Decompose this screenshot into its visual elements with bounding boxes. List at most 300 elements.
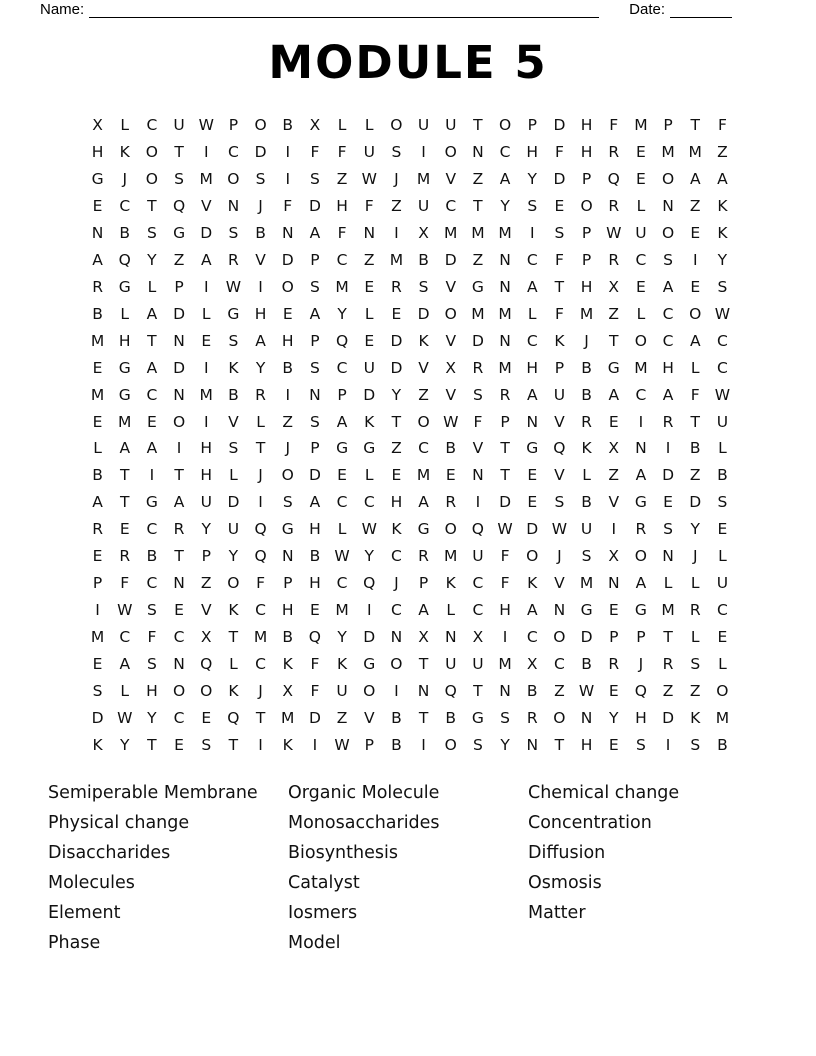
grid-letter: I (638, 412, 644, 431)
grid-letter: D (363, 385, 376, 404)
grid-letter: O (390, 116, 403, 135)
grid-letter: V (445, 170, 457, 189)
grid-letter: Y (717, 251, 728, 270)
word-list-item: Diffusion (528, 842, 606, 863)
grid-letter: R (689, 600, 701, 619)
grid-letter: P (92, 574, 103, 593)
grid-letter: O (417, 412, 430, 431)
grid-letter: S (527, 197, 538, 216)
grid-letter: K (92, 735, 103, 754)
grid-letter: I (285, 385, 291, 404)
grid-letter: D (363, 627, 376, 646)
grid-letter: R (608, 197, 620, 216)
grid-letter: S (309, 412, 320, 431)
grid-letter: T (174, 547, 184, 566)
grid-letter: C (418, 439, 429, 458)
grid-letter: M (661, 600, 675, 619)
grid-letter: E (337, 466, 347, 485)
grid-letter: Q (172, 197, 186, 216)
grid-letter: N (417, 681, 430, 700)
grid-letter: Z (363, 251, 375, 270)
grid-letter: S (500, 708, 510, 727)
grid-letter: T (663, 627, 673, 646)
grid-letter: D (499, 493, 512, 512)
grid-letter: I (176, 439, 182, 458)
grid-letter: T (255, 439, 266, 458)
grid-letter: I (366, 600, 372, 619)
grid-letter: G (607, 358, 620, 377)
grid-letter: I (149, 466, 155, 485)
grid-letter: G (634, 600, 647, 619)
grid-letter: C (472, 574, 484, 593)
grid-letter: S (690, 654, 701, 673)
grid-letter: D (662, 708, 675, 727)
grid-letter: D (227, 493, 240, 512)
grid-letter: I (203, 277, 209, 296)
grid-letter: Q (254, 520, 267, 539)
grid-letter: I (475, 493, 481, 512)
grid-letter: F (364, 197, 374, 216)
grid-letter: R (608, 143, 620, 162)
grid-letter: U (227, 520, 240, 539)
grid-letter: X (418, 627, 429, 646)
grid-letter: T (120, 466, 130, 485)
grid-letter: T (473, 681, 483, 700)
word-list (48, 779, 768, 958)
grid-letter: M (661, 143, 675, 162)
grid-letter: N (281, 224, 294, 243)
grid-letter: X (282, 681, 294, 700)
grid-letter: O (281, 466, 294, 485)
grid-letter: O (634, 331, 647, 350)
grid-letter: T (228, 627, 239, 646)
date-label: Date: (629, 1, 665, 18)
grid-letter: O (553, 708, 566, 727)
grid-letter: E (174, 735, 184, 754)
grid-letter: Q (553, 439, 566, 458)
grid-letter: E (92, 547, 103, 566)
grid-letter: C (390, 600, 402, 619)
grid-letter: V (554, 466, 565, 485)
grid-letter: L (120, 681, 130, 700)
grid-letter: C (119, 197, 131, 216)
grid-letter: N (472, 466, 484, 485)
grid-letter: E (391, 304, 402, 323)
grid-letter: K (391, 520, 402, 539)
grid-letter: M (335, 600, 349, 619)
grid-letter: N (526, 412, 539, 431)
grid-letter: K (418, 331, 429, 350)
grid-letter: E (527, 493, 538, 512)
grid-letter: Y (228, 547, 239, 566)
grid-letter: D (662, 466, 675, 485)
grid-letter: S (717, 277, 728, 296)
grid-letter: J (258, 466, 263, 485)
grid-letter: C (227, 143, 239, 162)
grid-letter: C (336, 358, 348, 377)
grid-letter: V (472, 439, 484, 458)
grid-letter: I (285, 143, 291, 162)
grid-letter: W (334, 547, 350, 566)
grid-letter: Z (608, 304, 620, 323)
grid-letter: X (608, 277, 620, 296)
word-search-grid (84, 112, 736, 758)
grid-letter: S (472, 385, 483, 404)
grid-letter: C (336, 493, 348, 512)
grid-letter: D (308, 466, 321, 485)
grid-letter: A (689, 170, 701, 189)
grid-letter: J (285, 439, 291, 458)
grid-letter: W (606, 224, 622, 243)
grid-letter: I (203, 358, 209, 377)
grid-letter: K (581, 439, 592, 458)
grid-letter: L (446, 600, 456, 619)
grid-letter: H (580, 735, 593, 754)
grid-letter: A (92, 251, 103, 270)
grid-letter: M (335, 277, 349, 296)
grid-letter: I (258, 735, 263, 754)
grid-letter: B (445, 439, 457, 458)
grid-letter: O (661, 170, 675, 189)
grid-letter: T (255, 708, 266, 727)
grid-letter: Z (391, 439, 402, 458)
grid-letter: Q (471, 520, 484, 539)
grid-letter: Q (308, 627, 321, 646)
grid-letter: Q (200, 654, 213, 673)
grid-letter: Z (689, 681, 701, 700)
grid-letter: D (281, 251, 294, 270)
grid-letter: F (554, 251, 564, 270)
grid-letter: H (635, 708, 647, 727)
grid-letter: V (554, 412, 565, 431)
grid-letter: P (581, 224, 592, 243)
grid-letter: J (557, 547, 562, 566)
grid-letter: M (634, 358, 648, 377)
grid-letter: T (418, 708, 429, 727)
grid-letter: J (122, 170, 128, 189)
grid-letter: V (228, 412, 239, 431)
grid-letter: R (445, 493, 457, 512)
grid-letter: C (499, 143, 511, 162)
grid-letter: M (579, 574, 594, 593)
grid-letter: N (526, 735, 539, 754)
grid-letter: D (689, 493, 702, 512)
grid-letter: T (174, 466, 184, 485)
grid-letter: C (336, 574, 348, 593)
grid-letter: F (500, 547, 510, 566)
grid-letter: Z (173, 251, 185, 270)
grid-letter: D (173, 304, 186, 323)
grid-letter: W (714, 385, 731, 404)
grid-letter: M (90, 385, 105, 404)
grid-letter: S (146, 224, 157, 243)
grid-letter: S (418, 277, 429, 296)
grid-letter: D (390, 358, 403, 377)
grid-letter: A (92, 493, 103, 512)
grid-letter: M (498, 358, 512, 377)
grid-letter: N (444, 627, 457, 646)
grid-letter: V (445, 277, 457, 296)
grid-letter: A (717, 170, 728, 189)
grid-letter: M (416, 170, 431, 189)
grid-letter: L (93, 439, 102, 458)
grid-letter: U (635, 224, 647, 243)
grid-letter: S (228, 331, 239, 350)
grid-letter: Y (690, 520, 700, 539)
grid-letter: S (581, 547, 592, 566)
grid-letter: G (363, 654, 376, 673)
grid-letter: D (91, 708, 104, 727)
grid-letter: F (717, 116, 727, 135)
grid-letter: K (228, 681, 239, 700)
grid-letter: C (390, 547, 402, 566)
grid-letter: E (608, 600, 619, 619)
grid-letter: W (551, 520, 568, 539)
grid-letter: U (472, 654, 484, 673)
grid-letter: C (146, 385, 158, 404)
grid-letter: Q (335, 331, 349, 350)
grid-letter: L (718, 439, 727, 458)
grid-letter: P (581, 170, 592, 189)
grid-letter: A (309, 493, 321, 512)
grid-letter: D (390, 331, 403, 350)
grid-letter: W (198, 116, 214, 135)
grid-letter: L (229, 654, 238, 673)
grid-letter: X (526, 654, 538, 673)
grid-letter: G (580, 600, 593, 619)
word-list-item: Disaccharides (48, 842, 171, 863)
grid-letter: A (146, 304, 158, 323)
grid-letter: B (146, 547, 158, 566)
grid-letter: R (499, 385, 511, 404)
grid-letter: Y (364, 547, 374, 566)
grid-letter: H (254, 304, 267, 323)
grid-letter: P (310, 251, 320, 270)
grid-letter: P (581, 251, 592, 270)
grid-letter: I (203, 143, 209, 162)
grid-letter: O (172, 681, 186, 700)
grid-letter: D (308, 708, 321, 727)
grid-letter: M (444, 224, 458, 243)
grid-letter: E (92, 654, 103, 673)
word-list-item: Catalyst (288, 872, 360, 893)
grid-letter: S (663, 520, 673, 539)
grid-letter: S (92, 681, 103, 700)
grid-letter: K (690, 708, 701, 727)
grid-letter: T (500, 466, 510, 485)
grid-letter: N (607, 574, 620, 593)
grid-letter: C (472, 600, 484, 619)
grid-letter: Z (472, 251, 484, 270)
grid-letter: N (390, 627, 403, 646)
grid-letter: R (173, 520, 185, 539)
grid-letter: Z (554, 681, 565, 700)
grid-letter: N (499, 277, 511, 296)
grid-letter: N (472, 143, 484, 162)
word-list-column (288, 779, 528, 958)
grid-letter: U (363, 143, 375, 162)
grid-letter: T (554, 735, 565, 754)
grid-letter: L (229, 466, 238, 485)
grid-letter: Z (662, 681, 674, 700)
grid-letter: B (581, 358, 592, 377)
grid-letter: U (417, 197, 430, 216)
grid-letter: P (609, 627, 619, 646)
grid-letter: O (580, 197, 593, 216)
word-list-item: Iosmers (288, 902, 358, 923)
grid-letter: H (580, 116, 593, 135)
grid-letter: C (119, 627, 131, 646)
grid-letter: I (394, 681, 399, 700)
grid-letter: L (256, 412, 265, 431)
grid-letter: I (258, 493, 263, 512)
grid-letter: D (173, 358, 186, 377)
grid-letter: I (95, 600, 100, 619)
grid-letter: Y (337, 304, 347, 323)
grid-letter: U (173, 116, 185, 135)
grid-letter: P (500, 412, 510, 431)
grid-letter: Y (147, 708, 157, 727)
grid-letter: H (91, 143, 104, 162)
grid-letter: S (663, 251, 673, 270)
grid-letter: B (282, 627, 294, 646)
grid-letter: X (200, 627, 212, 646)
grid-letter: S (174, 170, 184, 189)
grid-letter: D (471, 331, 484, 350)
grid-letter: D (553, 170, 566, 189)
grid-letter: T (174, 143, 184, 162)
grid-letter: L (690, 358, 700, 377)
grid-letter: Q (363, 574, 376, 593)
grid-letter: X (309, 116, 321, 135)
grid-letter: C (146, 116, 158, 135)
grid-letter: P (310, 331, 320, 350)
grid-letter: U (553, 385, 566, 404)
word-list-item: Matter (528, 902, 586, 923)
grid-letter: T (418, 654, 429, 673)
grid-letter: S (228, 439, 239, 458)
grid-letter: E (201, 331, 212, 350)
grid-letter: D (254, 143, 267, 162)
grid-letter: B (581, 385, 592, 404)
grid-letter: N (91, 224, 104, 243)
date-blank-line (670, 3, 732, 18)
grid-letter: L (636, 304, 646, 323)
grid-letter: A (119, 439, 131, 458)
grid-letter: X (608, 439, 620, 458)
grid-letter: W (578, 681, 595, 700)
grid-letter: C (255, 600, 266, 619)
grid-letter: A (309, 224, 321, 243)
grid-letter: U (445, 654, 457, 673)
grid-letter: O (498, 116, 512, 135)
grid-letter: I (421, 143, 426, 162)
grid-letter: Y (255, 358, 266, 377)
grid-letter: O (553, 627, 566, 646)
grid-letter: E (608, 412, 619, 431)
grid-letter: I (502, 627, 508, 646)
grid-letter: K (554, 331, 565, 350)
grid-letter: U (417, 116, 430, 135)
grid-letter: M (199, 385, 213, 404)
grid-letter: S (309, 358, 320, 377)
grid-letter: E (527, 466, 538, 485)
grid-letter: E (608, 735, 619, 754)
grid-letter: V (608, 493, 620, 512)
grid-letter: W (361, 520, 377, 539)
grid-letter: F (554, 304, 564, 323)
grid-letter: A (173, 493, 185, 512)
grid-letter: F (310, 654, 320, 673)
grid-letter: N (635, 439, 647, 458)
grid-letter: K (336, 654, 348, 673)
grid-letter: M (90, 331, 105, 350)
grid-letter: I (665, 439, 671, 458)
grid-letter: P (310, 439, 320, 458)
grid-letter: Z (717, 143, 728, 162)
grid-letter: N (363, 224, 376, 243)
grid-letter: S (282, 493, 293, 512)
grid-letter: B (92, 304, 103, 323)
grid-letter: M (389, 251, 404, 270)
grid-letter: C (635, 385, 647, 404)
grid-letter: G (173, 224, 186, 243)
grid-letter: A (309, 304, 321, 323)
grid-letter: A (635, 466, 647, 485)
grid-letter: I (665, 735, 671, 754)
grid-letter: F (337, 143, 347, 162)
grid-letter: Y (527, 170, 537, 189)
grid-letter: F (310, 681, 320, 700)
grid-letter: H (118, 331, 131, 350)
grid-letter: X (92, 116, 103, 135)
grid-letter: R (119, 547, 131, 566)
grid-letter: Y (500, 735, 510, 754)
grid-letter: B (689, 439, 701, 458)
grid-letter: S (309, 277, 320, 296)
grid-letter: O (172, 412, 186, 431)
grid-letter: O (281, 277, 294, 296)
word-list-item: Osmosis (528, 872, 602, 893)
grid-letter: A (689, 331, 701, 350)
grid-letter: H (390, 493, 403, 512)
word-list-item: Physical change (48, 812, 190, 833)
grid-letter: O (254, 116, 267, 135)
grid-letter: Z (418, 385, 429, 404)
grid-letter: L (690, 627, 700, 646)
grid-letter: L (636, 197, 646, 216)
grid-letter: E (554, 197, 565, 216)
grid-letter: U (336, 681, 348, 700)
word-list-item: Concentration (528, 812, 652, 833)
grid-letter: H (580, 277, 593, 296)
grid-letter: Z (391, 197, 402, 216)
grid-letter: H (281, 600, 294, 619)
grid-letter: H (580, 143, 593, 162)
grid-letter: D (417, 304, 430, 323)
grid-letter: O (444, 520, 457, 539)
word-list-item: Organic Molecule (288, 783, 440, 803)
grid-letter: T (609, 331, 619, 350)
name-label: Name: (40, 1, 85, 18)
grid-letter: F (283, 197, 293, 216)
grid-letter: B (92, 466, 103, 485)
grid-letter: F (310, 143, 320, 162)
grid-letter: R (255, 385, 266, 404)
grid-letter: A (200, 251, 212, 270)
grid-letter: A (662, 385, 674, 404)
grid-letter: Q (254, 547, 267, 566)
